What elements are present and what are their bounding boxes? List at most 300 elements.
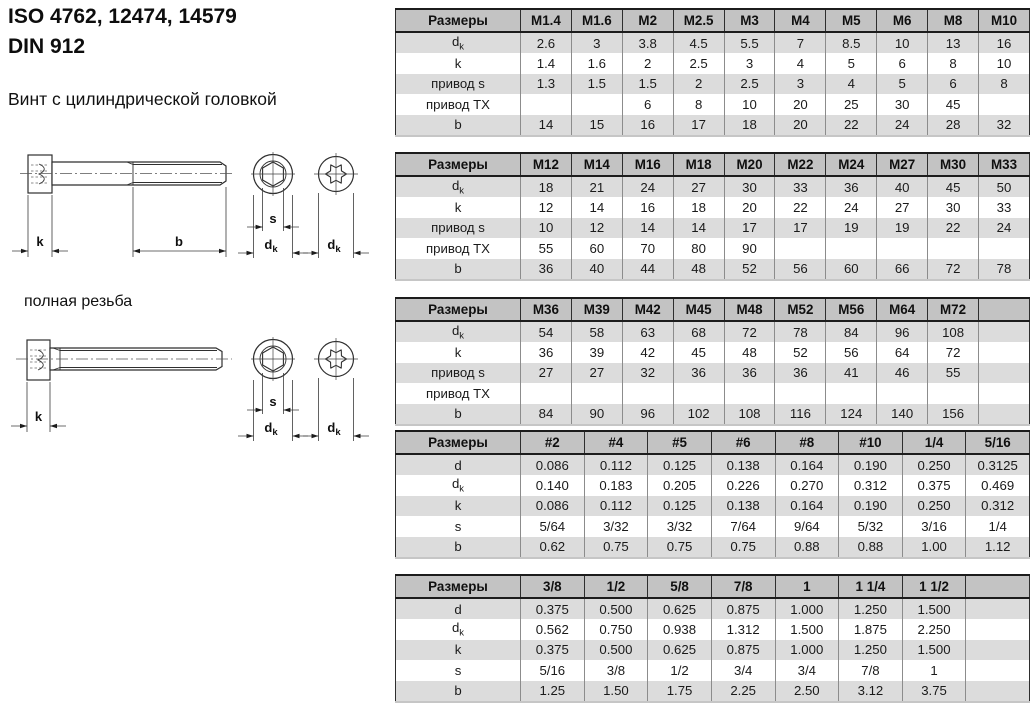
size-column-header: M3 — [724, 9, 775, 32]
table-cell: 5 — [877, 74, 928, 94]
table-cell — [979, 404, 1030, 425]
table-cell: 0.190 — [839, 454, 903, 475]
table-cell: 0.375 — [521, 598, 585, 619]
row-label-header: Размеры — [396, 431, 521, 454]
dimension-table-metric-m36-m72 — [395, 297, 1030, 426]
table-cell: 12 — [571, 218, 622, 238]
table-cell: 45 — [673, 342, 724, 362]
table-cell: 19 — [826, 218, 877, 238]
table-cell: 8 — [673, 94, 724, 114]
size-column-header: M20 — [724, 153, 775, 176]
size-column-header: M4 — [775, 9, 826, 32]
dim-label-dk: $d_k$ — [327, 420, 341, 438]
table-cell: 140 — [877, 404, 928, 425]
table-cell — [979, 342, 1030, 362]
table-cell — [979, 363, 1030, 383]
dimension-k — [12, 195, 68, 257]
table-cell: 24 — [877, 115, 928, 136]
table-cell: 0.164 — [775, 496, 839, 516]
table-cell: 27 — [673, 176, 724, 197]
table-cell: 30 — [724, 176, 775, 197]
table-cell: 36 — [521, 259, 572, 280]
table-cell: 1.50 — [584, 681, 648, 702]
row-label: b — [396, 537, 521, 558]
table-cell: 0.138 — [711, 454, 775, 475]
table-cell: 6 — [928, 74, 979, 94]
row-label-header: Размеры — [396, 298, 521, 321]
table-row — [396, 660, 1030, 680]
table-cell — [673, 383, 724, 403]
table-cell: 3.8 — [622, 32, 673, 53]
table-cell: 24 — [622, 176, 673, 197]
row-label: $d_k$ — [396, 321, 521, 342]
table-cell: 1 — [902, 660, 966, 680]
table-cell: 46 — [877, 363, 928, 383]
table-cell: 0.62 — [521, 537, 585, 558]
table-cell: 36 — [673, 363, 724, 383]
table-cell — [622, 383, 673, 403]
table-cell: 1.3 — [521, 74, 572, 94]
table-row — [396, 681, 1030, 702]
size-column-header: #5 — [648, 431, 712, 454]
row-label: привод s — [396, 74, 521, 94]
dim-label-s: s — [269, 211, 277, 226]
table-cell: 33 — [979, 197, 1030, 217]
row-label: k — [396, 342, 521, 362]
table-cell: 63 — [622, 321, 673, 342]
table-cell: 1.500 — [775, 619, 839, 639]
hex-socket-end-view — [238, 337, 308, 441]
table-cell: 10 — [521, 218, 572, 238]
table-cell: 0.88 — [839, 537, 903, 558]
table-cell: 64 — [877, 342, 928, 362]
table-cell: 96 — [622, 404, 673, 425]
dim-label-b: b — [175, 234, 183, 249]
table-cell: 22 — [775, 197, 826, 217]
table-cell: 1.00 — [902, 537, 966, 558]
table-cell: 1.5 — [622, 74, 673, 94]
table-cell: 28 — [928, 115, 979, 136]
size-column-header: M1.6 — [571, 9, 622, 32]
table-row — [396, 537, 1030, 558]
torx-end-view — [303, 338, 369, 441]
table-cell: 30 — [877, 94, 928, 114]
table-cell: 1.500 — [902, 598, 966, 619]
table-cell: 2.250 — [902, 619, 966, 639]
table-cell: 68 — [673, 321, 724, 342]
table-cell: 1.12 — [966, 537, 1030, 558]
table-row — [396, 238, 1030, 258]
table-cell: 0.750 — [584, 619, 648, 639]
table-cell: 8.5 — [826, 32, 877, 53]
table-cell: 6 — [622, 94, 673, 114]
table-cell: 0.183 — [584, 475, 648, 495]
table-cell: 14 — [622, 218, 673, 238]
table-cell: 18 — [673, 197, 724, 217]
table-cell: 0.270 — [775, 475, 839, 495]
row-label-header: Размеры — [396, 9, 521, 32]
table-cell: 0.938 — [648, 619, 712, 639]
dimension-dk-torx — [303, 378, 369, 441]
table-row — [396, 197, 1030, 217]
dim-label-k: k — [36, 234, 44, 249]
table-cell: 5/16 — [521, 660, 585, 680]
size-column-header: M64 — [877, 298, 928, 321]
table-cell: 0.75 — [711, 537, 775, 558]
table-cell: 19 — [877, 218, 928, 238]
size-column-header: M56 — [826, 298, 877, 321]
table-cell: 0.500 — [584, 598, 648, 619]
table-cell: 1.250 — [839, 598, 903, 619]
table-row — [396, 321, 1030, 342]
size-column-header: 3/8 — [521, 575, 585, 598]
row-label: привод s — [396, 218, 521, 238]
page-title — [8, 2, 237, 62]
full-thread-label: полная резьба — [24, 293, 133, 310]
table-cell: 0.562 — [521, 619, 585, 639]
row-label: $d_k$ — [396, 32, 521, 53]
table-cell: 40 — [877, 176, 928, 197]
table-row — [396, 32, 1030, 53]
table-cell: 0.226 — [711, 475, 775, 495]
table-cell — [724, 383, 775, 403]
table-cell: 39 — [571, 342, 622, 362]
table-row — [396, 176, 1030, 197]
table-cell: 0.625 — [648, 640, 712, 660]
table-cell: 156 — [928, 404, 979, 425]
table-cell — [571, 383, 622, 403]
table-cell: 14 — [521, 115, 572, 136]
size-column-header: #10 — [839, 431, 903, 454]
torx-end-view — [303, 153, 369, 258]
table-cell: 1/4 — [966, 516, 1030, 536]
table-cell: 33 — [775, 176, 826, 197]
table-cell: 0.312 — [966, 496, 1030, 516]
table-cell: 0.500 — [584, 640, 648, 660]
table-cell: 36 — [521, 342, 572, 362]
table-cell: 0.112 — [584, 454, 648, 475]
table-cell: 10 — [979, 53, 1030, 73]
table-cell: 0.375 — [902, 475, 966, 495]
table-row — [396, 454, 1030, 475]
size-column-header: M22 — [775, 153, 826, 176]
table-cell: 0.140 — [521, 475, 585, 495]
size-column-header: M24 — [826, 153, 877, 176]
table-cell: 17 — [775, 218, 826, 238]
table-cell: 1/2 — [648, 660, 712, 680]
table-cell: 3/4 — [711, 660, 775, 680]
dim-label-dk: $d_k$ — [264, 237, 278, 255]
table-cell: 78 — [775, 321, 826, 342]
table-cell: 108 — [928, 321, 979, 342]
table-cell: 7 — [775, 32, 826, 53]
table-cell: 45 — [928, 176, 979, 197]
spec-table — [395, 8, 1030, 137]
table-cell: 27 — [877, 197, 928, 217]
table-cell: 45 — [928, 94, 979, 114]
table-cell: 1.6 — [571, 53, 622, 73]
row-label: привод s — [396, 363, 521, 383]
size-column-header: M18 — [673, 153, 724, 176]
spec-table — [395, 574, 1030, 703]
size-column-header: 5/8 — [648, 575, 712, 598]
size-column-header: M33 — [979, 153, 1030, 176]
table-cell: 3/32 — [584, 516, 648, 536]
table-cell: 0.125 — [648, 454, 712, 475]
size-column-header: M2 — [622, 9, 673, 32]
dimension-table-inch-large — [395, 574, 1030, 703]
table-cell: 17 — [724, 218, 775, 238]
dim-label-dk: $d_k$ — [264, 420, 278, 438]
table-cell: 1.312 — [711, 619, 775, 639]
row-label: привод TX — [396, 383, 521, 403]
table-row — [396, 383, 1030, 403]
table-cell: 0.138 — [711, 496, 775, 516]
table-cell: 1.250 — [839, 640, 903, 660]
table-cell: 21 — [571, 176, 622, 197]
table-cell — [928, 383, 979, 403]
table-cell: 50 — [979, 176, 1030, 197]
table-cell: 0.086 — [521, 496, 585, 516]
table-cell: 108 — [724, 404, 775, 425]
screw-side-view — [16, 340, 232, 380]
table-cell: 44 — [622, 259, 673, 280]
table-cell: 1.25 — [521, 681, 585, 702]
row-label: k — [396, 640, 521, 660]
table-cell: 56 — [775, 259, 826, 280]
table-cell: 55 — [928, 363, 979, 383]
table-cell: 90 — [724, 238, 775, 258]
table-cell: 52 — [724, 259, 775, 280]
size-column-header: M42 — [622, 298, 673, 321]
table-cell: 58 — [571, 321, 622, 342]
table-cell — [521, 94, 572, 114]
table-cell: 0.312 — [839, 475, 903, 495]
table-cell: 13 — [928, 32, 979, 53]
size-column-header: M12 — [521, 153, 572, 176]
table-cell: 24 — [979, 218, 1030, 238]
header-row — [396, 153, 1030, 176]
header-row — [396, 298, 1030, 321]
table-cell: 2 — [622, 53, 673, 73]
table-cell: 22 — [826, 115, 877, 136]
table-cell: 0.125 — [648, 496, 712, 516]
table-cell: 60 — [571, 238, 622, 258]
table-cell: 0.086 — [521, 454, 585, 475]
table-cell: 27 — [571, 363, 622, 383]
size-column-header: M39 — [571, 298, 622, 321]
table-row — [396, 640, 1030, 660]
row-label: k — [396, 197, 521, 217]
dimension-dk — [238, 195, 308, 258]
table-cell: 0.205 — [648, 475, 712, 495]
table-cell — [979, 94, 1030, 114]
table-cell: 3.75 — [902, 681, 966, 702]
table-cell: 0.875 — [711, 640, 775, 660]
table-cell — [966, 598, 1030, 619]
table-cell: 90 — [571, 404, 622, 425]
table-row — [396, 74, 1030, 94]
table-cell — [979, 238, 1030, 258]
table-cell: 72 — [724, 321, 775, 342]
row-label: k — [396, 496, 521, 516]
header-row — [396, 575, 1030, 598]
table-cell: 0.250 — [902, 454, 966, 475]
table-cell: 10 — [877, 32, 928, 53]
row-label: b — [396, 259, 521, 280]
table-cell: 7/64 — [711, 516, 775, 536]
table-cell: 16 — [622, 197, 673, 217]
size-column-header: M1.4 — [521, 9, 572, 32]
size-column-header: 5/16 — [966, 431, 1030, 454]
table-row — [396, 53, 1030, 73]
table-cell — [966, 640, 1030, 660]
row-label: привод TX — [396, 94, 521, 114]
table-cell: 36 — [724, 363, 775, 383]
size-column-header: M52 — [775, 298, 826, 321]
table-row — [396, 496, 1030, 516]
table-cell — [877, 383, 928, 403]
table-cell — [979, 321, 1030, 342]
table-cell: 80 — [673, 238, 724, 258]
row-label: $d_k$ — [396, 619, 521, 639]
table-cell: 0.75 — [584, 537, 648, 558]
table-cell — [928, 238, 979, 258]
table-cell: 66 — [877, 259, 928, 280]
table-cell: 20 — [775, 115, 826, 136]
table-cell: 5.5 — [724, 32, 775, 53]
row-label: привод TX — [396, 238, 521, 258]
table-cell: 18 — [521, 176, 572, 197]
spec-table — [395, 152, 1030, 281]
spec-table — [395, 430, 1030, 559]
title-din: DIN 912 — [8, 35, 86, 58]
size-column-header: 1 1/2 — [902, 575, 966, 598]
table-cell: 78 — [979, 259, 1030, 280]
table-cell: 0.875 — [711, 598, 775, 619]
size-column-header — [979, 298, 1030, 321]
size-column-header: #6 — [711, 431, 775, 454]
size-column-header: #2 — [521, 431, 585, 454]
size-column-header: M27 — [877, 153, 928, 176]
table-row — [396, 619, 1030, 639]
table-cell: 22 — [928, 218, 979, 238]
table-cell: 4 — [775, 53, 826, 73]
screw-side-view — [20, 155, 232, 193]
table-cell — [877, 238, 928, 258]
table-row — [396, 342, 1030, 362]
table-cell: 0.164 — [775, 454, 839, 475]
table-cell: 0.375 — [521, 640, 585, 660]
table-row — [396, 516, 1030, 536]
row-label: $d_k$ — [396, 475, 521, 495]
table-cell: 70 — [622, 238, 673, 258]
size-column-header: #8 — [775, 431, 839, 454]
table-cell: 48 — [724, 342, 775, 362]
size-column-header: M16 — [622, 153, 673, 176]
table-cell: 52 — [775, 342, 826, 362]
table-cell: 10 — [724, 94, 775, 114]
dimension-k — [11, 382, 66, 432]
header-row — [396, 9, 1030, 32]
table-cell — [775, 383, 826, 403]
title-iso: ISO 4762, 12474, 14579 — [8, 5, 237, 28]
table-row — [396, 363, 1030, 383]
hex-socket-end-view — [238, 152, 308, 258]
table-cell: 2.5 — [673, 53, 724, 73]
table-row — [396, 218, 1030, 238]
dimension-dk-torx — [303, 193, 369, 258]
size-column-header — [966, 575, 1030, 598]
table-cell — [775, 238, 826, 258]
table-cell: 72 — [928, 342, 979, 362]
dim-label-dk: $d_k$ — [327, 237, 341, 255]
table-cell: 5 — [826, 53, 877, 73]
size-column-header: 1 1/4 — [839, 575, 903, 598]
size-column-header: M45 — [673, 298, 724, 321]
table-cell: 1.4 — [521, 53, 572, 73]
table-cell: 0.625 — [648, 598, 712, 619]
table-cell: 96 — [877, 321, 928, 342]
table-cell: 1.5 — [571, 74, 622, 94]
table-cell: 2.25 — [711, 681, 775, 702]
row-label: b — [396, 115, 521, 136]
row-label: d — [396, 598, 521, 619]
dimension-table-metric-m1_4-m10 — [395, 8, 1030, 137]
dim-label-s: s — [269, 394, 277, 409]
table-cell: 55 — [521, 238, 572, 258]
table-cell: 84 — [826, 321, 877, 342]
table-row — [396, 115, 1030, 136]
table-cell — [979, 383, 1030, 403]
table-cell — [966, 660, 1030, 680]
size-column-header: M6 — [877, 9, 928, 32]
size-column-header: M5 — [826, 9, 877, 32]
table-cell: 60 — [826, 259, 877, 280]
table-cell: 20 — [775, 94, 826, 114]
table-cell: 32 — [622, 363, 673, 383]
table-cell: 1.000 — [775, 640, 839, 660]
row-label: b — [396, 404, 521, 425]
table-cell: 16 — [979, 32, 1030, 53]
size-column-header: M8 — [928, 9, 979, 32]
table-cell: 8 — [928, 53, 979, 73]
table-cell: 36 — [826, 176, 877, 197]
table-row — [396, 598, 1030, 619]
table-cell: 20 — [724, 197, 775, 217]
screw-drawing-partial-thread — [0, 138, 390, 266]
table-cell: 124 — [826, 404, 877, 425]
table-cell: 0.250 — [902, 496, 966, 516]
table-cell — [826, 383, 877, 403]
size-column-header: 7/8 — [711, 575, 775, 598]
table-cell: 15 — [571, 115, 622, 136]
table-cell: 84 — [521, 404, 572, 425]
table-cell: 16 — [622, 115, 673, 136]
table-cell: 2.50 — [775, 681, 839, 702]
dimension-b — [133, 187, 226, 257]
row-label: k — [396, 53, 521, 73]
size-column-header: #4 — [584, 431, 648, 454]
size-column-header: M72 — [928, 298, 979, 321]
header-row — [396, 431, 1030, 454]
table-cell — [966, 681, 1030, 702]
table-cell: 17 — [673, 115, 724, 136]
table-cell: 116 — [775, 404, 826, 425]
size-column-header: M14 — [571, 153, 622, 176]
table-cell: 8 — [979, 74, 1030, 94]
table-cell: 1.500 — [902, 640, 966, 660]
